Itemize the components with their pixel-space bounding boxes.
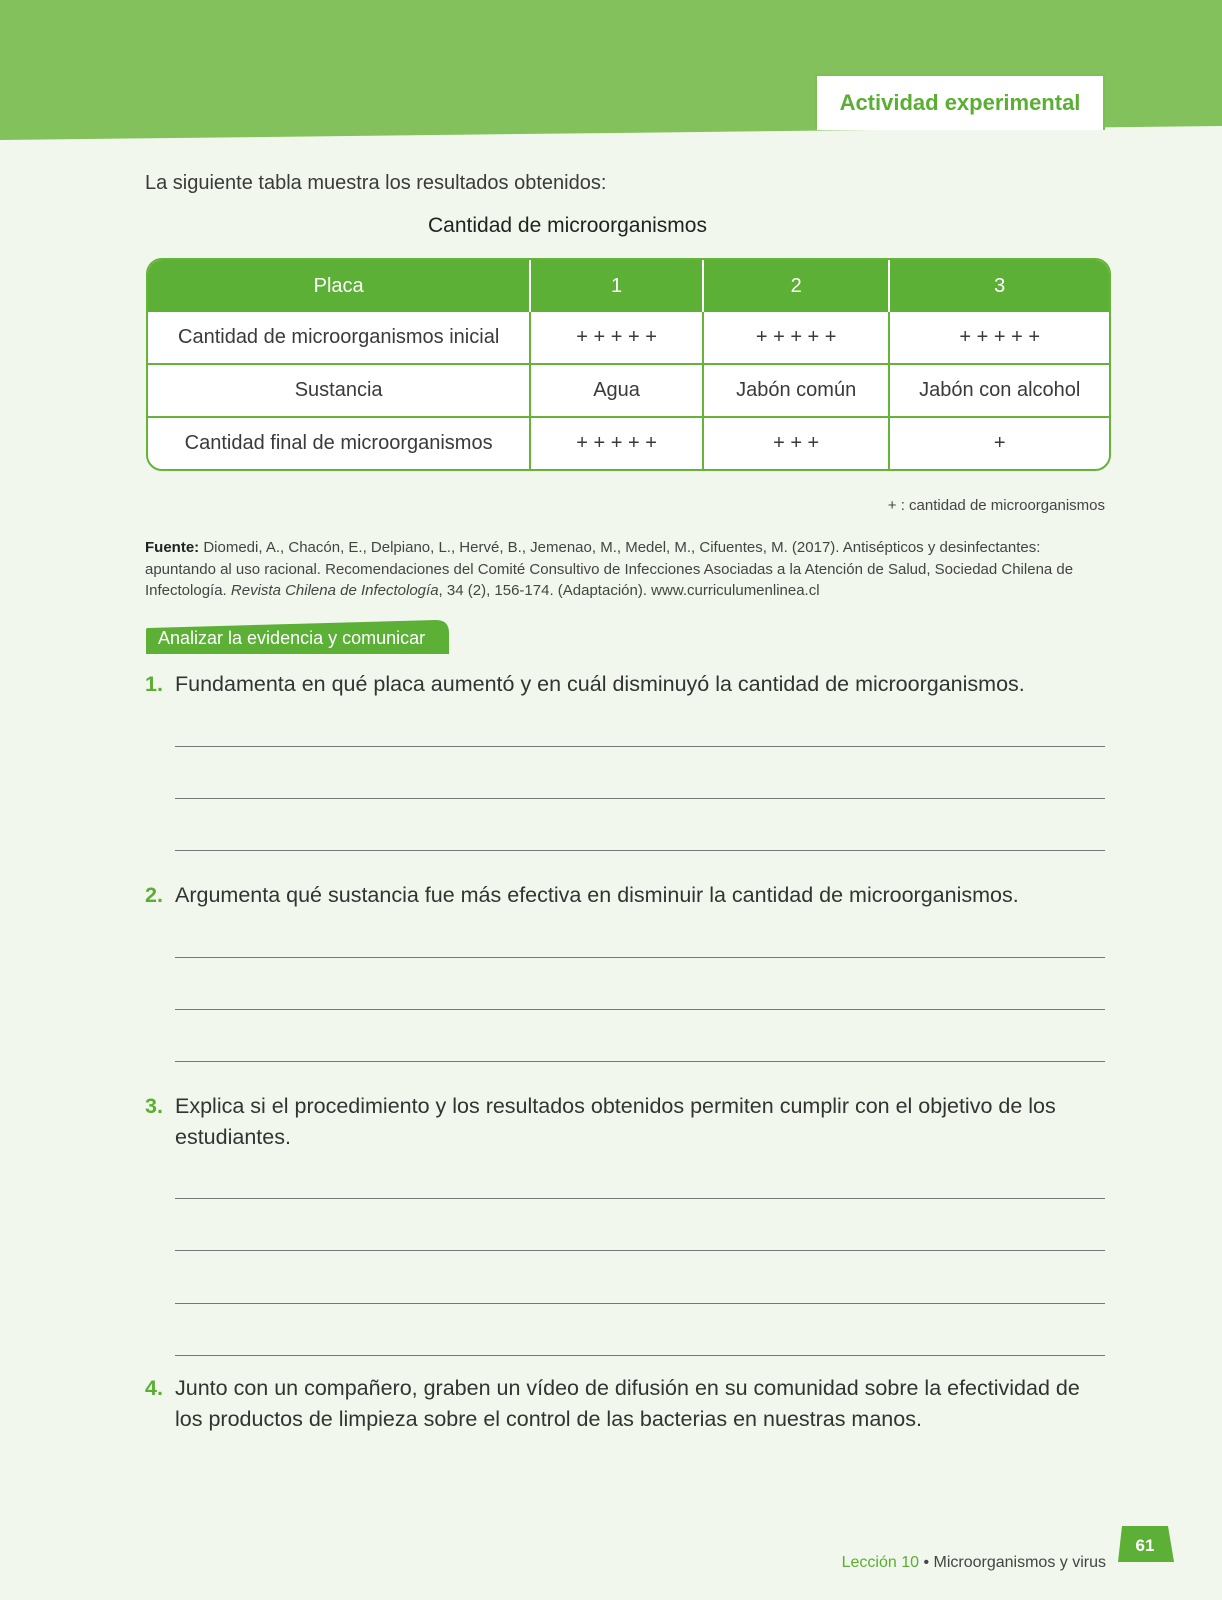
source-text: Diomedi, A., Chacón, E., Delpiano, L., Hervé, B., Jemenao, M., Medel, M., Cifuentes, M. (2017). Antisépticos y desinfectantes: apuntando al uso racional. Recomendaciones del Comité Consultivo de Infecciones Asociadas a la Atención de Salud, Sociedad Chilena de Infectología.: [145, 539, 1074, 599]
table-cell: Agua: [531, 363, 704, 416]
row-label: Sustancia: [148, 363, 531, 416]
table-row: [148, 312, 1109, 363]
table-cell: + + +: [704, 416, 891, 469]
table-row: [148, 363, 1109, 416]
table-header-row: [148, 260, 1109, 312]
answer-line[interactable]: [175, 1355, 1105, 1356]
table-cell: + + + + +: [959, 326, 1041, 348]
source-text-end: , 34 (2), 156-174. (Adaptación). www.curriculumenlinea.cl: [438, 582, 820, 599]
page-number: 61: [1135, 1536, 1155, 1555]
question-number: 3.: [145, 1094, 163, 1118]
question-number: 1.: [145, 672, 163, 696]
source-citation: [145, 537, 1090, 602]
answer-line[interactable]: [175, 1009, 1105, 1010]
answer-line[interactable]: [175, 798, 1105, 799]
row-label: Cantidad final de microorganismos: [148, 416, 531, 469]
column-header: 1: [531, 260, 704, 312]
answer-line[interactable]: [175, 1061, 1105, 1062]
question-3: [145, 1091, 1105, 1153]
column-header: 3: [890, 260, 1109, 312]
table-title: Cantidad de microorganismos: [428, 214, 707, 237]
source-label: Fuente:: [145, 539, 200, 556]
question-number: 4.: [145, 1376, 163, 1400]
intro-text: La siguiente tabla muestra los resultados obtenidos:: [145, 172, 607, 194]
answer-line[interactable]: [175, 850, 1105, 851]
table-cell: +: [890, 416, 1109, 469]
answer-line[interactable]: [175, 1250, 1105, 1251]
question-4: [145, 1373, 1105, 1435]
answer-line[interactable]: [175, 1198, 1105, 1199]
table-cell: + + + + +: [531, 416, 704, 469]
table-row: [148, 416, 1109, 469]
row-label: Cantidad de microorganismos inicial: [148, 312, 531, 363]
activity-type-tab: Actividad experimental: [815, 74, 1105, 130]
results-table: [146, 258, 1111, 471]
table-cell: + + + + +: [531, 312, 704, 363]
table-cell: Jabón común: [704, 363, 891, 416]
table-legend: + : cantidad de microorganismos: [887, 497, 1105, 514]
question-2: [145, 880, 1105, 911]
question-text: Fundamenta en qué placa aumentó y en cuál disminuyó la cantidad de microorganismos.: [175, 672, 1025, 696]
section-label: Analizar la evidencia y comunicar: [158, 628, 426, 648]
answer-line[interactable]: [175, 1303, 1105, 1304]
column-header: Placa: [148, 260, 531, 312]
lesson-label: Lección 10: [841, 1554, 920, 1571]
footer: [842, 1554, 1106, 1572]
table-cell: + + + + +: [704, 312, 891, 363]
answer-line[interactable]: [175, 957, 1105, 958]
question-text: Explica si el procedimiento y los resultados obtenidos permiten cumplir con el objetivo de los estudiantes.: [175, 1094, 1056, 1149]
question-1: [145, 669, 1105, 700]
footer-separator: •: [919, 1554, 934, 1571]
question-text: Junto con un compañero, graben un vídeo de difusión en su comunidad sobre la efectividad de los productos de limpieza sobre el control de las bacterias en nuestras manos.: [175, 1376, 1080, 1431]
answer-line[interactable]: [175, 746, 1105, 747]
column-header: 2: [704, 260, 891, 312]
source-journal: Revista Chilena de Infectología: [230, 582, 439, 599]
question-number: 2.: [145, 883, 163, 907]
question-text: Argumenta qué sustancia fue más efectiva en disminuir la cantidad de microorganismos.: [175, 883, 1019, 907]
lesson-topic: Microorganismos y virus: [933, 1554, 1106, 1571]
table-cell: Jabón con alcohol: [890, 363, 1109, 416]
